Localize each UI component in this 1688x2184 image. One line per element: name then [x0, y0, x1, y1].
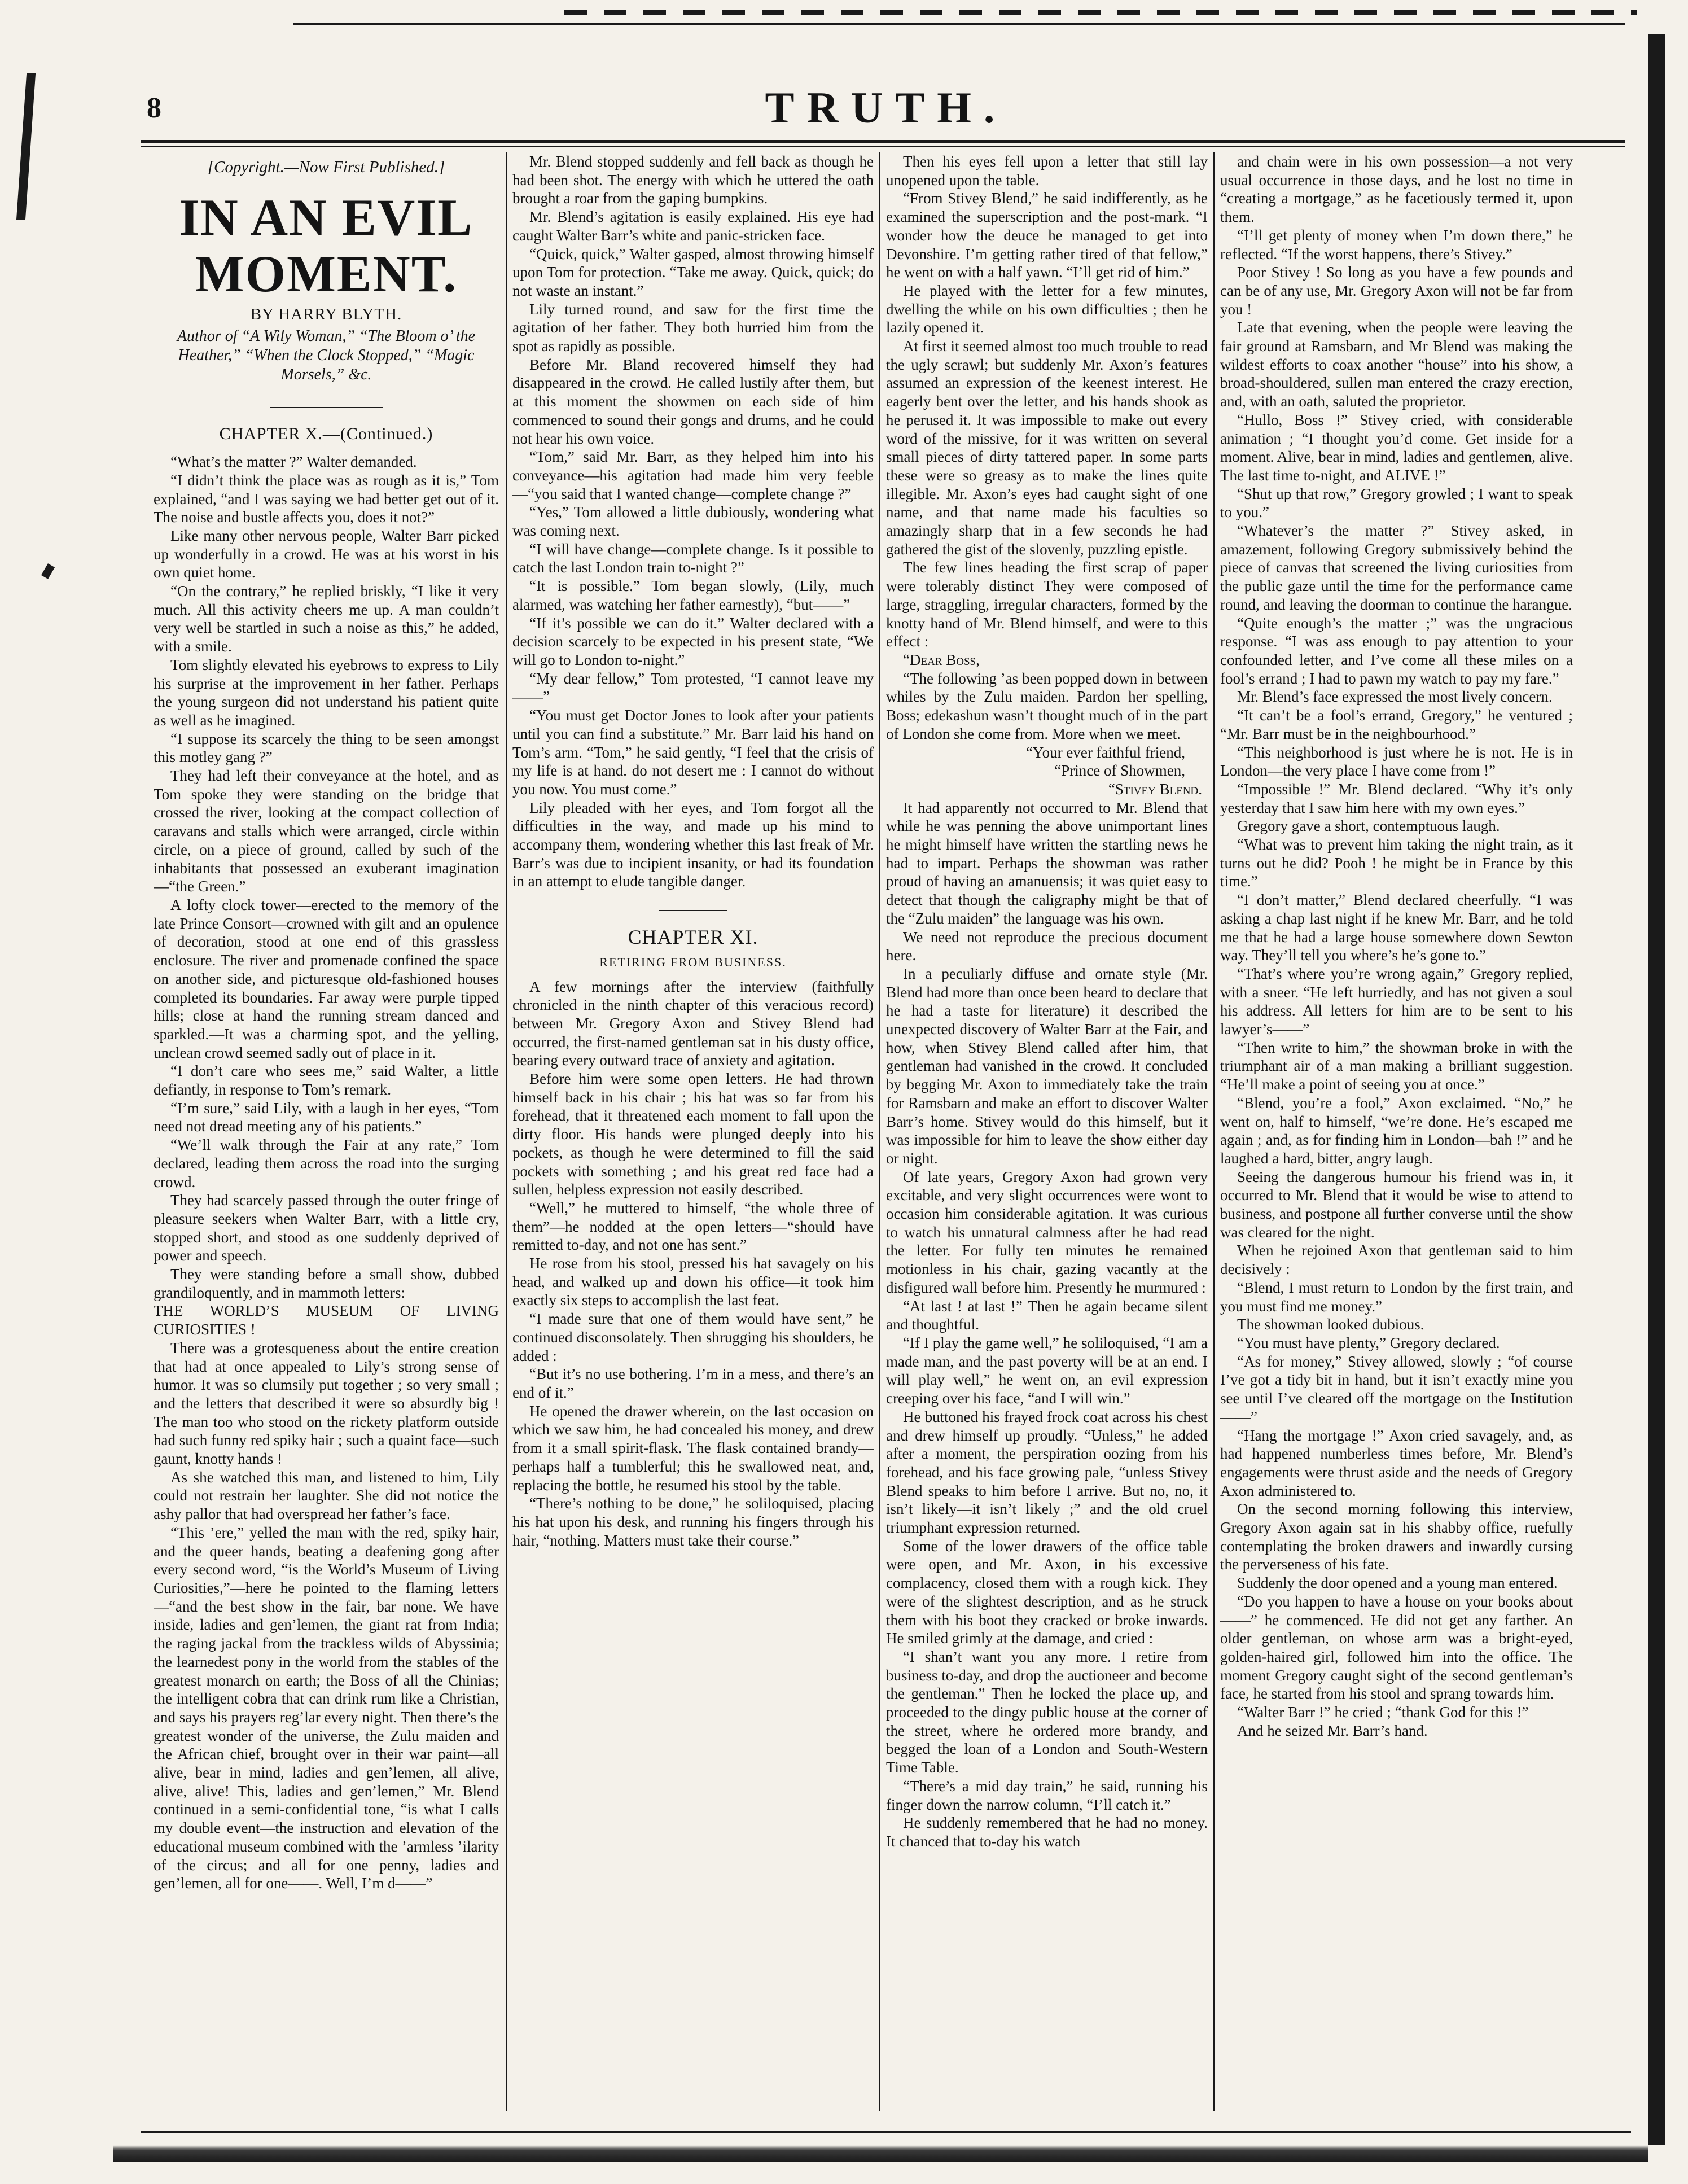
paragraph: “The following ’as been popped down in between whiles by the Zulu maiden. Pardon her spelling, Boss; edekashun wasn’t thought much of in the part of London she come from. More when we meet. — [886, 669, 1208, 742]
paragraph: A few mornings after the interview (faithfully chronicled in the ninth chapter of this veracious record) between Mr. Gregory Axon and Stivey Blend had occurred, the first-named gentleman sat in his dusty office, bearing every outward trace of anxiety and agitation. — [512, 978, 874, 1069]
paragraph: “There’s nothing to be done,” he soliloquised, placing his hat upon his desk, and running his fingers through his hair, “nothing. Matters must take their course.” — [512, 1495, 874, 1549]
paragraph: They had scarcely passed through the outer fringe of pleasure seekers when Walter Barr, with a little cry, stopped short, and stood as one suddenly deprived of power and speech. — [154, 1192, 499, 1264]
column-1 — [154, 152, 499, 2106]
paragraph: “My dear fellow,” Tom protested, “I cannot leave my——” — [512, 669, 874, 706]
column-4-body — [1220, 152, 1573, 1740]
paragraph: “There’s a mid day train,” he said, running his finger down the narrow column, “I’ll catch it.” — [886, 1777, 1208, 1813]
column-2 — [512, 152, 874, 2106]
column-3-body-a — [886, 152, 1208, 743]
paragraph: It had apparently not occurred to Mr. Blend that while he was penning the above unimportant lines he might himself have written the startling news he had to impart. Perhaps the showman was rather proud of having an amanuensis; it was quiet easy to detect that though the caligraphy might be that of the “Zulu maiden” the language was his own. — [886, 799, 1208, 927]
paragraph: “Well,” he muttered to himself, “the whole three of them”—he nodded at the open letters—“should have remitted to-day, and not one has sent.” — [512, 1199, 874, 1254]
paragraph: Mr. Blend stopped suddenly and fell back as though he had been shot. The energy with which he uttered the oath brought a roar from the gaping bumpkins. — [512, 153, 874, 207]
paragraph: “What’s the matter ?” Walter demanded. — [170, 453, 417, 471]
paragraph: We need not reproduce the precious document here. — [886, 928, 1208, 964]
paragraph: “Impossible !” Mr. Blend declared. “Why it’s only yesterday that I saw him here with my own eyes.” — [1220, 780, 1573, 816]
author-credits: Author of “A Wily Woman,” “The Bloom o’ the Heather,” “When the Clock Stopped,” “Magic Morsels,” &c. — [177, 327, 476, 384]
column-3-body-b — [886, 799, 1208, 1851]
paragraph: Some of the lower drawers of the office table were open, and Mr. Axon, in his excessive complacency, closed them with a rough kick. They were of the slightest description, and as he struck them with his boot they cracked or broke inwards. He smiled grimly at the damage, and cried : — [886, 1537, 1208, 1647]
story-title: IN AN EVIL MOMENT. — [179, 188, 473, 303]
paragraph: “Whatever’s the matter ?” Stivey asked, in amazement, following Gregory submissively behind the piece of canvas that screened the living curiosities from the public gaze until the time for the performance came round, and leaving the doorman to continue the harangue. — [1220, 522, 1573, 613]
paragraph: The few lines heading the first scrap of paper were tolerably distinct They were composed of large, straggling, irregular characters, formed by the knotty hand of Mr. Blend himself, and were to this effect : — [886, 559, 1208, 650]
paragraph: When he rejoined Axon that gentleman said to him decisively : — [1220, 1242, 1573, 1278]
paragraph: “Dear Boss, — [903, 651, 980, 668]
paragraph: “Blend, I must return to London by the first train, and you must find me money.” — [1220, 1279, 1573, 1315]
page-top-rule — [293, 23, 1625, 25]
page-number: 8 — [147, 92, 161, 124]
paragraph: “I’m sure,” said Lily, with a laugh in her eyes, “Tom need not dread meeting any of his patients.” — [154, 1099, 499, 1135]
page-top-edge — [564, 10, 1637, 15]
paragraph: “We’ll walk through the Fair at any rate,” Tom declared, leading them across the road into the surging crowd. — [154, 1136, 499, 1191]
paragraph: And he seized Mr. Barr’s hand. — [1237, 1722, 1428, 1739]
paragraph: Before Mr. Bland recovered himself they had disappeared in the crowd. He called lustily after them, but at this moment the showmen on each side of him commenced to sound their gongs and drums, and he could not hear his own voice. — [512, 356, 874, 447]
paragraph: “I shan’t want you any more. I retire from business to-day, and drop the auctioneer and become the gentleman.” Then he locked the place up, and proceeded to the dingy public house at the corner of the street, where he ordered more brandy, and begged the loan of a London and South-Western Time Table. — [886, 1648, 1208, 1776]
paragraph: They were standing before a small show, dubbed grandiloquently, and in mammoth letters: — [154, 1266, 499, 1301]
paragraph: “This neighborhood is just where he is not. He is in London—the very place I have come from !” — [1220, 743, 1573, 780]
page-header — [147, 79, 1625, 135]
paragraph: Poor Stivey ! So long as you have a few pounds and can be of any use, Mr. Gregory Axon will not be far from you ! — [1220, 264, 1573, 318]
paragraph: In a peculiarly diffuse and ornate style (Mr. Blend had more than once been heard to declare that he had a taste for literature) it described the unexpected discovery of Walter Barr at the Fair, and how, when Stivey Blend called after him, that gentleman had vanished in the crowd. It concluded by begging Mr. Axon to immediately take the train for Ramsbarn and make an effort to discover Walter Barr’s home. Stivey would do this himself, but it was impossible for him to leave the show either day or night. — [886, 965, 1208, 1167]
paragraph: “At last ! at last !” Then he again became silent and thoughtful. — [886, 1297, 1208, 1333]
paragraph: “What was to prevent him taking the night train, as it turns out he did? Pooh ! he might be in France by this time.” — [1220, 836, 1573, 890]
paragraph: “This ’ere,” yelled the man with the red, spiky hair, and the queer hands, beating a deafening gong after every second word, “is the World’s Museum of Living Curiosities,”—here he pointed to the flaming letters—“and the best show in the fair, bar none. We have inside, ladies and gen’lemen, the giant rat from India; the raging jackal from the trackless wilds of Abyssinia; the learnedest pony in the world from the stables of the greatest monarch on earth; the Boss of all the Chinias; the intelligent cobra that can drink rum like a Christian, and says his prayers reg’lar every night. Then there’s the greatest wonder of the universe, the Zulu maiden and the African chief, brought over in their war paint—all alive, bear in mind, ladies and gen’lemen, all alive, alive, alive! This, ladies and gen’lemen,” Mr. Blend continued in a semi-confidential tone, “is what I calls my double event—the instruction and elevation of the educational museum combined with the ’armless ’ilarity of the circus; and all for one penny, ladies and gen’lemen, all for one——. Well, I’m d——” — [154, 1524, 499, 1892]
column-divider — [879, 152, 880, 2111]
paragraph: Gregory gave a short, contemptuous laugh. — [1237, 817, 1500, 835]
header-rule-thick — [141, 140, 1625, 143]
page-left-edge-mark — [16, 73, 36, 220]
paragraph: “I don’t care who sees me,” said Walter, a little defiantly, in response to Tom’s remark. — [154, 1062, 499, 1098]
paragraph: “From Stivey Blend,” he said indifferently, as he examined the superscription and the post-mark. “I wonder how the deuce he managed to get into Devonshire. I’m getting rather tired of that fellow,” he went on with a half yawn. “I’ll get rid of him.” — [886, 190, 1208, 281]
paragraph: “Do you happen to have a house on your books about——” he commenced. He did not get any farther. An older gentleman, on whose arm was a bright-eyed, golden-haired girl, followed him into the office. The moment Gregory caught sight of the second gentleman’s face, he started from his stool and sprang towards him. — [1220, 1592, 1573, 1702]
chapter-heading: CHAPTER X.—(Continued.) — [219, 424, 433, 444]
paragraph: He suddenly remembered that he had no money. It chanced that to-day his watch — [886, 1814, 1208, 1850]
letter-signature: “Stivey Blend. — [1108, 780, 1202, 798]
paragraph: “If it’s possible we can do it.” Walter declared with a decision scarcely to be expected in his present state, “We will go to London to-night.” — [512, 614, 874, 668]
paragraph: He played with the letter for a few minutes, dwelling the while on his own difficulties ; then he lazily opened it. — [886, 282, 1208, 336]
paragraph: Then his eyes fell upon a letter that still lay unopened upon the table. — [886, 153, 1208, 189]
paragraph: At first it seemed almost too much trouble to read the ugly scrawl; but suddenly Mr. Axon’s features assumed an expression of the keenest interest. He eagerly bent over the letter, and his hands shook as he perused it. It was impossible to make out every word of the missive, for it was written on several small pieces of dirty tattered paper. In some parts these were so greasy as to make the lines quite illegible. Mr. Axon’s eyes had caught sight of one name, and that name made his faculties so amazingly sharp that in a few seconds he had gathered the gist of the slovenly, puzzling epistle. — [886, 338, 1208, 558]
paragraph: Suddenly the door opened and a young man entered. — [1237, 1574, 1558, 1592]
paragraph: “Tom,” said Mr. Barr, as they helped him into his conveyance—his agitation had made him very feeble—“you said that I wanted change—complete change ?” — [512, 448, 874, 502]
paragraph: “Hang the mortgage !” Axon cried savagely, and, as had happened numberless times before, Mr. Blend’s engagements were thrust aside and the needs of Gregory Axon administered to. — [1220, 1426, 1573, 1499]
paragraph: Before him were some open letters. He had thrown himself back in his chair ; his hat was so far from his forehead, that it threatened each moment to fall upon the dirty floor. His hands were plunged deeply into his pockets, as though he were determined to fill the said pockets with something ; and his great red face had a sullen, helpless expression not easily described. — [512, 1070, 874, 1198]
page-left-tick-mark — [41, 563, 55, 579]
letter-signoff: “Your ever faithful friend, — [1025, 743, 1185, 761]
copyright-notice: [Copyright.—Now First Published.] — [207, 158, 445, 176]
column-3 — [886, 152, 1208, 2106]
column-1-body — [154, 453, 499, 1893]
column-divider — [506, 152, 507, 2111]
paragraph: On the second morning following this interview, Gregory Axon again sat in his shabby office, ruefully contemplating the broken drawers and inwardly cursing the perverseness of his fate. — [1220, 1500, 1573, 1573]
column-divider — [1213, 152, 1215, 2111]
column-2-body-b — [512, 978, 874, 1550]
paragraph: “I don’t matter,” Blend declared cheerfully. “I was asking a chap last night if he knew Mr. Barr, and he told me that he had a large house somewhere down Sewton way. They’ll tell you where’s he’s gone to.” — [1220, 891, 1573, 964]
paragraph: There was a grotesqueness about the entire creation that had at once appealed to Lily’s strong sense of humor. It was so clumsily put together ; so very small ; and the letters that described it were so absurdly big ! The man too who stood on the rickety platform outside had such funny red spiky hair ; such a quaint face—such gaunt, knotty hands ! — [154, 1339, 499, 1468]
byline: BY HARRY BLYTH. — [250, 305, 402, 323]
page-right-edge — [1648, 34, 1665, 2145]
paragraph: “That’s where you’re wrong again,” Gregory replied, with a sneer. “He left hurriedly, and has not given a soul his address. All letters for him are to be sent to his lawyer’s——” — [1220, 965, 1573, 1038]
paragraph: Mr. Blend’s face expressed the most lively concern. — [1237, 688, 1553, 706]
title-divider — [270, 407, 383, 408]
paragraph: “But it’s no use bothering. I’m in a mess, and there’s an end of it.” — [512, 1365, 874, 1401]
paragraph: Late that evening, when the people were leaving the fair ground at Ramsbarn, and Mr Blend was making the wildest efforts to coax another “house” into his show, a broad-shouldered, sullen man entered the crazy erection, and, with an oath, saluted the proprietor. — [1220, 319, 1573, 410]
paragraph: “Quick, quick,” Walter gasped, almost throwing himself upon Tom for protection. “Take me away. Quick, quick; do not waste an instant.” — [512, 245, 874, 299]
paragraph: THE WORLD’S MUSEUM OF LIVING CURIOSITIES ! — [154, 1302, 499, 1338]
paragraph: “I suppose its scarcely the thing to be seen amongst this motley gang ?” — [154, 730, 499, 766]
column-4 — [1220, 152, 1573, 2106]
paragraph: Tom slightly elevated his eyebrows to express to Lily his surprise at the improvement in her father. Perhaps the young surgeon did not understand his patient quite as well as he imagined. — [154, 656, 499, 729]
masthead-title: TRUTH. — [765, 83, 1007, 132]
paragraph: “Shut up that row,” Gregory growled ; I want to speak to you.” — [1220, 485, 1573, 521]
paragraph: “As for money,” Stivey allowed, slowly ; “of course I’ve got a tidy bit in hand, but it isn’t exactly mine you see until I’ve cleared off the mortgage on the Institution——” — [1220, 1353, 1573, 1425]
paragraph: “Then write to him,” the showman broke in with the triumphant air of a man making a brilliant suggestion. “He’ll make a point of seeing you at once.” — [1220, 1039, 1573, 1093]
chapter-divider — [659, 910, 727, 911]
paragraph: “I’ll get plenty of money when I’m down there,” he reflected. “If the worst happens, there’s Stivey.” — [1220, 226, 1573, 262]
paragraph: “Hullo, Boss !” Stivey cried, with considerable animation ; “I thought you’d come. Get inside for a moment. Alive, bear in mind, ladies and gentlemen, alive. The last time to-night, and ALIVE !” — [1220, 411, 1573, 484]
paragraph: As she watched this man, and listened to him, Lily could not restrain her laughter. She did not notice the ashy pallor that had overspread her father’s face. — [154, 1468, 499, 1523]
paragraph: “Blend, you’re a fool,” Axon exclaimed. “No,” he went on, half to himself, “we’re done. He’s escaped me again ; and, as for finding him in London—bah !” and he laughed a hard, bitter, angry laugh. — [1220, 1094, 1573, 1167]
paragraph: and chain were in his own possession—a not very usual occurrence in those days, and he lost no time in “creating a mortgage,” as he facetiously termed it, upon them. — [1220, 153, 1573, 226]
paragraph: “You must have plenty,” Gregory declared. — [1237, 1334, 1500, 1351]
paragraph: “On the contrary,” he replied briskly, “I like it very much. All this activity cheers me up. A man couldn’t very well be startled in such a noise as this,” he added, with a smile. — [154, 583, 499, 655]
paragraph: He buttoned his frayed frock coat across his chest and drew himself up proudly. “Unless,” he added after a moment, the perspiration oozing from his forehead, and his face growing pale, “unless Stivey Blend speaks to him before I arrive. But no, no, it isn’t likely—it isn’t likely ;” and the old cruel triumphant expression returned. — [886, 1408, 1208, 1537]
paragraph: Like many other nervous people, Walter Barr picked up wonderfully in a crowd. He was at his worst in his own quiet home. — [154, 527, 499, 581]
paragraph: The showman looked dubious. — [1237, 1316, 1424, 1333]
paragraph: They had left their conveyance at the hotel, and as Tom spoke they were standing on the bridge that crossed the river, looking at the compact collection of caravans and stalls which were arranged, circle within circle, on a piece of ground, called by such of the inhabitants that possessed an exuberant imagination—“the Green.” — [154, 767, 499, 895]
paragraph: “I didn’t think the place was as rough as it is,” Tom explained, “and I was saying we had better get out of it. The noise and bustle affects you, does it not?” — [154, 471, 499, 526]
header-rule-thin — [141, 146, 1625, 147]
paragraph: “If I play the game well,” he soliloquised, “I am a made man, and the past poverty will be at an end. I will play well,” he went on, an evil expression creeping over his face, “and I will win.” — [886, 1334, 1208, 1407]
paragraph: Seeing the dangerous humour his friend was in, it occurred to Mr. Blend that it would be wise to attend to business, and postpone all further converse until the show was cleared for the night. — [1220, 1168, 1573, 1241]
paragraph: He rose from his stool, pressed his hat savagely on his head, and walked up and down his office—it took him exactly six steps to accomplish the last feat. — [512, 1255, 874, 1309]
chapter-subtitle: RETIRING FROM BUSINESS. — [599, 955, 787, 969]
paragraph: Of late years, Gregory Axon had grown very excitable, and very slight occurrences were wont to occasion him considerable agitation. It was curious to watch his unnatural calmness after he had read the letter. For fully ten minutes he remained motionless in his chair, gazing vacantly at the disfigured wall before him. Presently he murmured : — [886, 1168, 1208, 1296]
paragraph: “You must get Doctor Jones to look after your patients until you can find a substitute.” Mr. Barr laid his hand on Tom’s arm. “Tom,” he said gently, “I feel that the crisis of my life is at hand. do not desert me : I cannot do without you now. You must come.” — [512, 707, 874, 798]
letter-signoff: “Prince of Showmen, — [1054, 762, 1185, 780]
paragraph: “I made sure that one of them would have sent,” he continued disconsolately. Then shrugging his shoulders, he added : — [512, 1310, 874, 1364]
page-bottom-edge — [113, 2145, 1648, 2162]
footer-rule — [141, 2131, 1631, 2133]
paragraph: Lily pleaded with her eyes, and Tom forgot all the difficulties in the way, and made up his mind to accompany them, wondering whether this last freak of Mr. Barr’s was due to incipient insanity, or had its foundation in an attempt to elude tangible danger. — [512, 799, 874, 890]
paragraph: A lofty clock tower—erected to the memory of the late Prince Consort—crowned with gilt and an opulence of decoration, stood at one end of this grassless enclosure. The river and promenade confined the space on another side, and picturesque old-fashioned houses completed its boundaries. Far away were purple tipped hills; close at hand the running stream danced and sparkled.—It was a charming spot, and the yelling, unclean crowd seemed sadly out of place in it. — [154, 896, 499, 1061]
chapter-heading: CHAPTER XI. — [628, 926, 758, 949]
paragraph: “It is possible.” Tom began slowly, (Lily, much alarmed, was watching her father earnestly), “but——” — [512, 577, 874, 613]
column-2-body-a — [512, 152, 874, 891]
paragraph: Mr. Blend’s agitation is easily explained. His eye had caught Walter Barr’s white and panic-stricken face. — [512, 208, 874, 244]
paragraph: “I will have change—complete change. Is it possible to catch the last London train to-night ?” — [512, 540, 874, 576]
paragraph: “Quite enough’s the matter ;” was the ungracious response. “I was ass enough to pay attention to your confounded letter, and I’ve come all these miles on a fool’s errand ; I had to pawn my watch to pay my fare.” — [1220, 614, 1573, 687]
paragraph: “Walter Barr !” he cried ; “thank God for this !” — [1237, 1704, 1529, 1721]
paragraph: “Yes,” Tom allowed a little dubiously, wondering what was coming next. — [512, 504, 874, 540]
paragraph: “It can’t be a fool’s errand, Gregory,” he ventured ; “Mr. Barr must be in the neighbourhood.” — [1220, 707, 1573, 742]
paragraph: He opened the drawer wherein, on the last occasion on which we saw him, he had concealed his money, and drew from it a small spirit-flask. The flask contained brandy—perhaps half a tumblerful; this he swallowed neat, and, replacing the bottle, he resumed his stool by the table. — [512, 1402, 874, 1494]
paragraph: Lily turned round, and saw for the first time the agitation of her father. They both hurried him from the spot as rapidly as possible. — [512, 300, 874, 355]
